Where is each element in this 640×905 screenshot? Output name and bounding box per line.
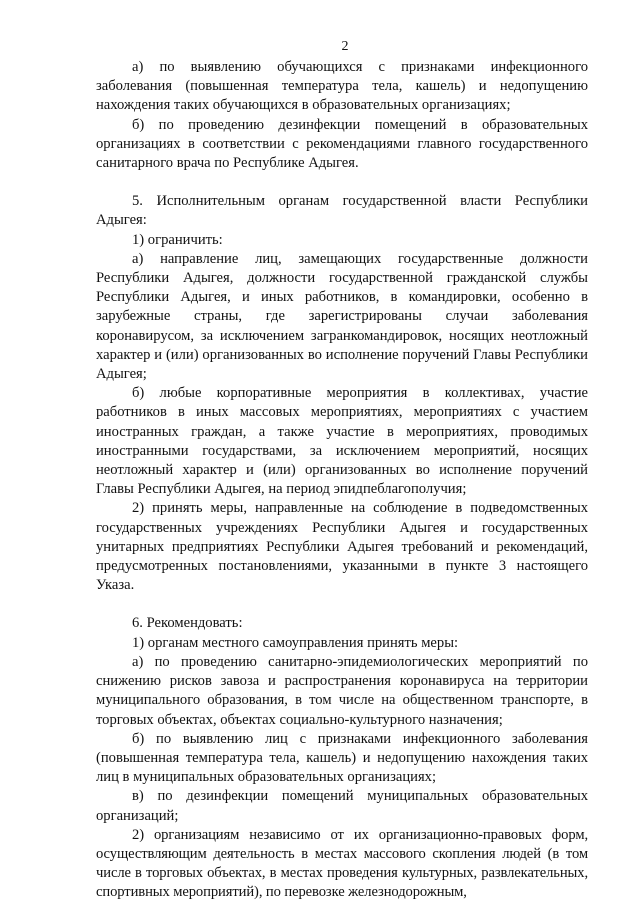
section-6-heading: 6. Рекомендовать: [132,615,243,632]
paragraph-5-1b-corporate-events: б) любые корпоративные мероприятия в коллективах, участие работников в иных массовых мероприятиях, мероприятиях с участием иностранных граждан, а также участие в мероприятиях, проводимых иностранными государствами, за исключением мероприятий, носящих неотложный характер и (или) организованных во исполнение поручений Главы Республики Адыгея, на период эпидпеблагополучия; [96,385,588,498]
paragraph-gap [96,173,588,192]
section-5-heading: 5. Исполнительным органам государственной власти Республики Адыгея: [96,193,588,229]
paragraph-4a-identify-students: а) по выявлению обучающихся с признаками инфекционного заболевания (повышенная температура тела, кашель) и недопущению нахождения таких обучающихся в образовательных организациях; [96,59,588,114]
paragraph-gap [96,595,588,614]
paragraph-5-1a-business-trips: а) направление лиц, замещающих государственные должности Республики Адыгея, должности государственной гражданской службы Республики Адыгея, и иных работников, в командировки, особенно в зарубежные страны, где зарегистрированы случаи заболевания коронавирусом, за исключением загранкомандировок, носящих неотложный характер и (или) организованных во исполнение поручений Главы Республики Адыгея; [96,250,588,383]
paragraph-6-2-organizations: 2) организациям независимо от их организационно-правовых форм, осуществляющим деятельность в местах массового скопления людей (в том числе в торговых объектах, в местах проведения культурных, развлекательных, спортивных мероприятий), по перевозке железнодорожным, [96,826,588,901]
paragraph-5-2-compliance-measures: 2) принять меры, направленные на соблюдение в подведомственных государственных учреждениях Республики Адыгея и государственных унитарных предприятиях Республики Адыгея требований и рекомендаций, предусмотренных постановлениями, указанными в пункте 3 настоящего Указа. [96,500,588,594]
paragraph-6-1b-identify-persons: б) по выявлению лиц с признаками инфекционного заболевания (повышенная температура тела, кашель) и недопущению нахождения таких лиц в муниципальных образовательных организациях; [96,730,588,786]
paragraph-6-1-local-government: 1) органам местного самоуправления принять меры: [132,634,459,651]
paragraph-6-1c-disinfection-municipal: в) по дезинфекции помещений муниципальных образовательных организаций; [96,788,588,824]
paragraph-4b-disinfection-schools: б) по проведению дезинфекции помещений в образовательных организациях в соответствии с рекомендациями главного государственного санитарного врача по Республике Адыгея. [96,116,588,172]
paragraph-6-1a-sanitary-measures: а) по проведению санитарно-эпидемиологических мероприятий по снижению рисков завоза и распространения коронавируса на территории муниципального образования, в том числе на общественном транспорте, в торговых объектах, объектах социально-культурного назначения; [96,653,588,728]
paragraph-5-1-restrict: 1) ограничить: [132,231,223,248]
page-number: 2 [341,39,349,54]
